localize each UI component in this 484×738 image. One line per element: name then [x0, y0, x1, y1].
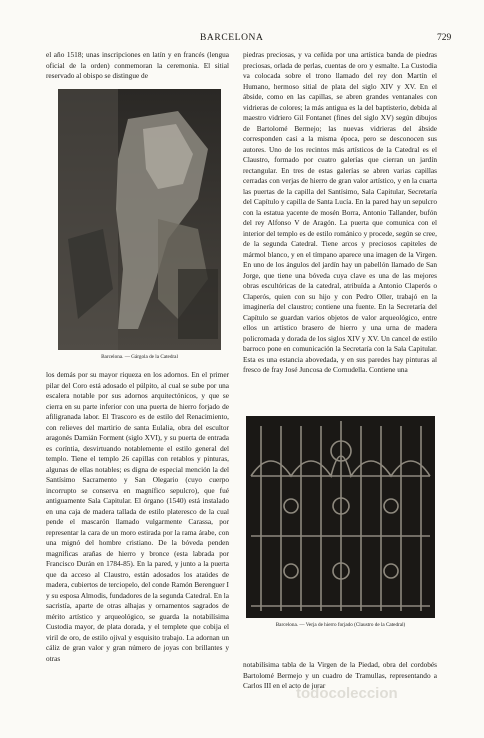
running-title: BARCELONA — [200, 33, 264, 43]
left-column-bottom-text — [46, 370, 229, 664]
paragraph: los demás por su mayor riqueza en los adornos. En el primer pilar del Coro está adosado el púlpito, al cual se sube por una escalera notable por sus adornos arquitectónicos, y que se cierra en su parte inferior con una puerta de hierro forjado de afiligranada labor. El Trascoro es de estilo del Renacimiento, con relieves del martirio de santa Eulalia, obra del escultor aragonés Damián Forment (siglo XVI), y su puerta de entrada es coríntia, desvirtuando notablemente el estilo general del templo. Tiene el templo 26 capillas con retablos y pinturas, algunas de ellas notables; es digna de especial mención la del Santísimo Sacramento y San Olegario (cuyo cuerpo incorrupto se conserva en magnífico sepulcro), que fué antiguamente Sala Capitular. El órgano (1540) está instalado en una caja de madera tallada de estilo plateresco de la cual pende el mascarón llamado vulgarmente Carassa, por representar la cara de un moro estirada por la rama árabe, con una mignó del hombre cristiano. De la bóveda penden magníficas arañas de hierro y bronce (esta labrada por Francisco Durán en 1784-85). En la pared, y junto a la puerta que da acceso al Claustro, están adosados los ataúdes de madera, cubiertos de terciopelo, del conde Ramón Berenguer I y su esposa Almodis, fundadores de la segunda Catedral. En la sacristía, aparte de otras alhajas y ornamentos sagrados de mérito artístico y arqueológico, se guarda la notabilísima Custodia mayor, de plata dorada, y el templete que cobija el viril de oro, de estilo ojival y esquisito trabajo. La adornan un cáliz de gran valor y gran número de joyas con brillantes y otras — [46, 370, 229, 663]
figure-caption: Barcelona. — Verja de hierro forjado (Claustro de la Catedral) — [275, 622, 406, 628]
iron-grille-photo — [246, 416, 435, 618]
right-column-top-text — [243, 50, 437, 376]
gargoyle-photo — [58, 89, 221, 350]
left-column-top-text — [46, 50, 229, 82]
svg-text:todocoleccion: todocoleccion — [296, 685, 398, 702]
paragraph: notabilísima tabla de la Virgen de la Piedad, obra del cordobés Bartolomé Bermejo y un cuadro de Tramullas, representando a Carlos III en el acto de jurar — [243, 660, 437, 690]
page-header — [0, 33, 484, 47]
watermark-logo — [296, 683, 468, 703]
paragraph: piedras preciosas, y va ceñida por una artística banda de piedras preciosas, orlada de perlas, cuentas de oro y esmalte. La Custodia va colocada sobre el trono llamado del rey don Martín el Humano, hermoso sitial de plata del siglo XIV y XV. En el ábside, como en las capillas, se abren grandes ventanales con vidrieras de colores; la más antigua es la del baptisterio, debida al maestro vidriero Gil Fontanet (fines del siglo XV) según dibujos de Bartolomé Bermejo; las nuevas vidrieras del ábside corresponden casi a la misma época, pero se desconocen sus autores. Uno de los recintos más artísticos de la Catedral es el Claustro, formado por cuatro galerías que cierran un jardín rectangular. En tres de estas galerías se abren varias capillas cerradas con verjas de hierro de gran valor artístico, y en la cuarta las puertas de la capilla del Santísimo, Sala Capitular, Secretaría del Capítulo y capilla de Santa Lucía. En la pared hay un sepulcro con la estatua yacente de mosén Borra, Antonio Tallander, bufón del rey Alfonso V de Aragón. La puerta que comunica con el interior del templo es de estilo románico y procede, según se cree, de la segunda Catedral. Tiene arcos y preciosos capiteles de mármol blanco, y en el tímpano aparece una imagen de la Virgen. En uno de los ángulos del jardín hay un pabellón llamado de San Jorge, que tiene una bóveda cuya clave es una de las mejores obras escultóricas de la catedral, atribuída a Antonio Claperós o Claperós, quien con su hijo y con Pedro Oller, trabajó en la imaginería del claustro; contiene una fuente. En la Secretaría del Capítulo se guardan varios objetos de valor arqueológico, entre ellos un artístico brasero de hierro y una urna de madera policromada y dorada de los siglos XIV y XV. Un cancel de estilo barroco pone en comunicación la Secretaría con la Sala Capitular. Esta es una estancia abovedada, y en sus paredes hay pinturas al fresco de fray José Juncosa de Cornudella. Contiene una — [243, 50, 437, 374]
figure-caption: Barcelona. — Gárgola de la Catedral — [101, 354, 178, 360]
page-number: 729 — [437, 33, 452, 43]
paragraph: el año 1518; unas inscripciones en latín y en francés (lengua oficial de la orden) conmemoran la ceremonia. El sitial reservado al obispo se distingue de — [46, 50, 229, 80]
